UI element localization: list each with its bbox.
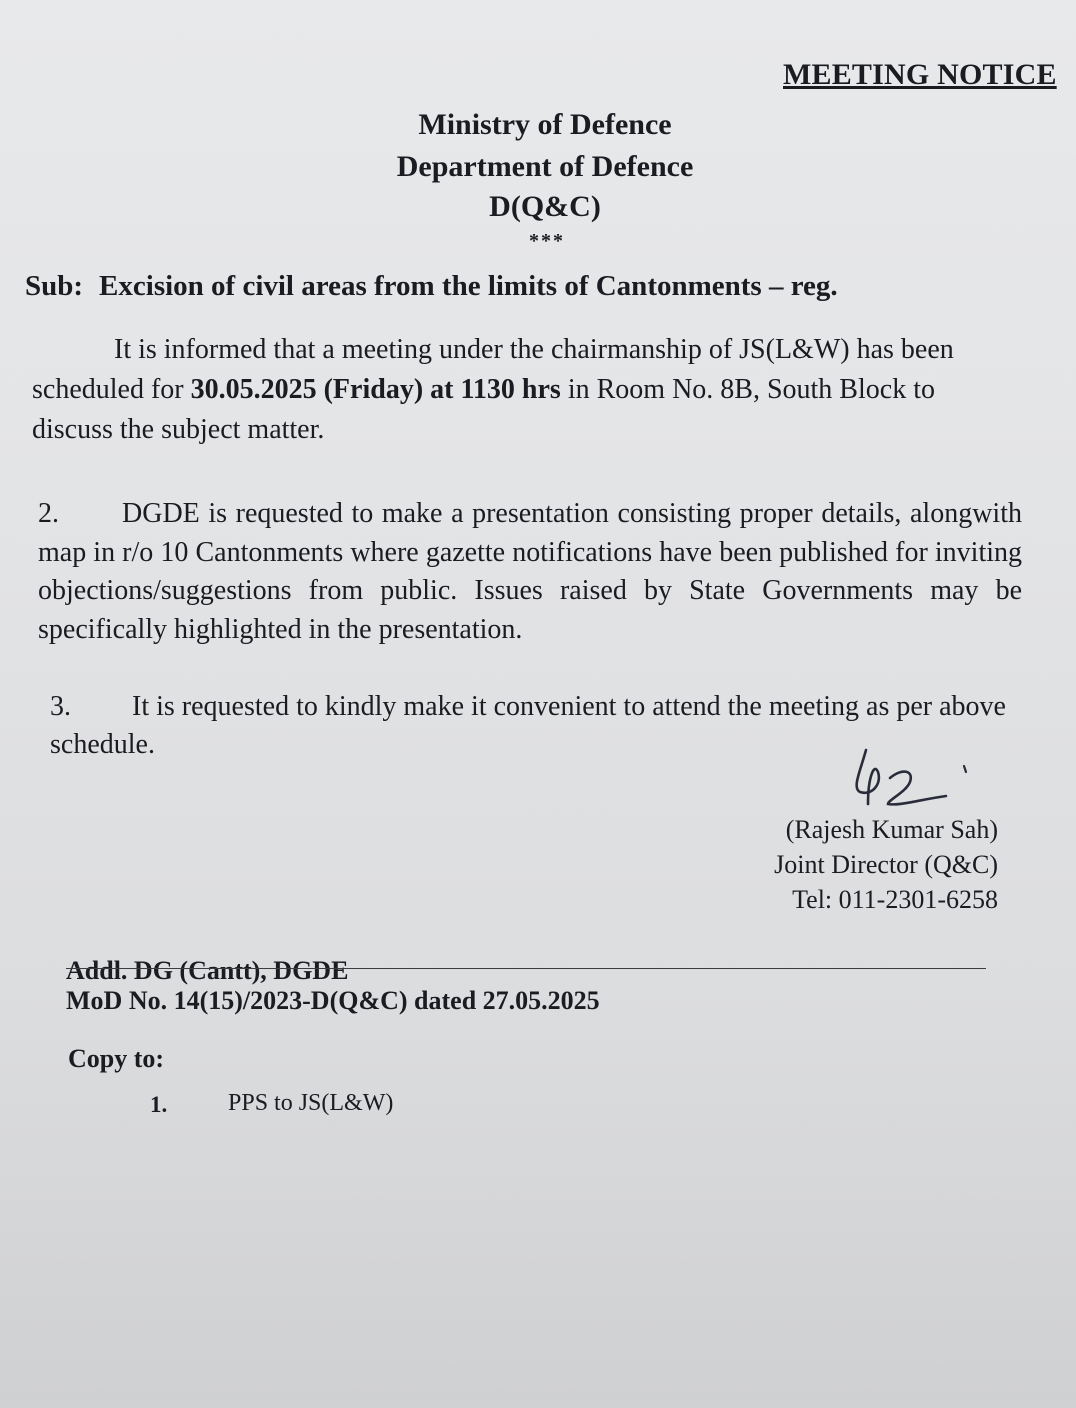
- copy-to-label: Copy to:: [68, 1044, 165, 1073]
- paragraph-2-text: DGDE is requested to make a presentation consisting proper details, alongwith map in r/o 10 Cantonments where gazette notifications have been published for inviting objections/suggestions from public. Issues raised by State Governments may be specifically highlighted in the presentation.: [38, 498, 1022, 645]
- division-name: D(Q&C): [489, 190, 601, 223]
- paragraph-3-number: 3.: [50, 691, 71, 722]
- ministry-name: Ministry of Defence: [418, 108, 672, 141]
- handwritten-signature: [838, 742, 978, 822]
- paragraph-1-line-3: discuss the subject matter.: [32, 414, 325, 445]
- signatory-designation: Joint Director (Q&C): [774, 850, 998, 879]
- meeting-time: 1130 hrs: [460, 374, 561, 405]
- meeting-date: 30.05.2025 (Friday): [190, 374, 424, 405]
- paragraph-1-line-2: [32, 370, 1036, 410]
- paragraph-2-number: 2.: [38, 498, 59, 529]
- subject-line: [25, 270, 838, 303]
- subject-text: Excision of civil areas from the limits of Cantonments – reg.: [99, 270, 838, 302]
- p1-at: at: [423, 374, 461, 405]
- addressee: Addl. DG (Cantt), DGDE: [66, 956, 349, 985]
- paragraph-3-text: It is requested to kindly make it convenient to attend the meeting as per above schedule.: [50, 691, 1006, 760]
- reference-number: MoD No. 14(15)/2023-D(Q&C) dated 27.05.2025: [66, 986, 600, 1015]
- notice-title: MEETING NOTICE: [783, 58, 1057, 91]
- signatory-block: [774, 812, 998, 917]
- header-separator: ***: [529, 230, 565, 252]
- divider-line: [66, 968, 986, 969]
- signatory-name: (Rajesh Kumar Sah): [785, 815, 998, 844]
- copy-to-item-number: 1.: [150, 1092, 168, 1117]
- paragraph-1: [32, 330, 1036, 450]
- subject-label: Sub:: [25, 270, 84, 302]
- copy-to-item: PPS to JS(L&W): [228, 1090, 394, 1116]
- department-name: Department of Defence: [396, 150, 694, 183]
- meeting-venue: in Room No. 8B, South Block to: [560, 374, 935, 405]
- paragraph-1-line-1: It is informed that a meeting under the chairmanship of JS(L&W) has been: [114, 334, 954, 365]
- p1-text: scheduled for: [32, 374, 191, 405]
- signatory-telephone: Tel: 011-2301-6258: [792, 885, 998, 914]
- paragraph-2: [38, 495, 1022, 649]
